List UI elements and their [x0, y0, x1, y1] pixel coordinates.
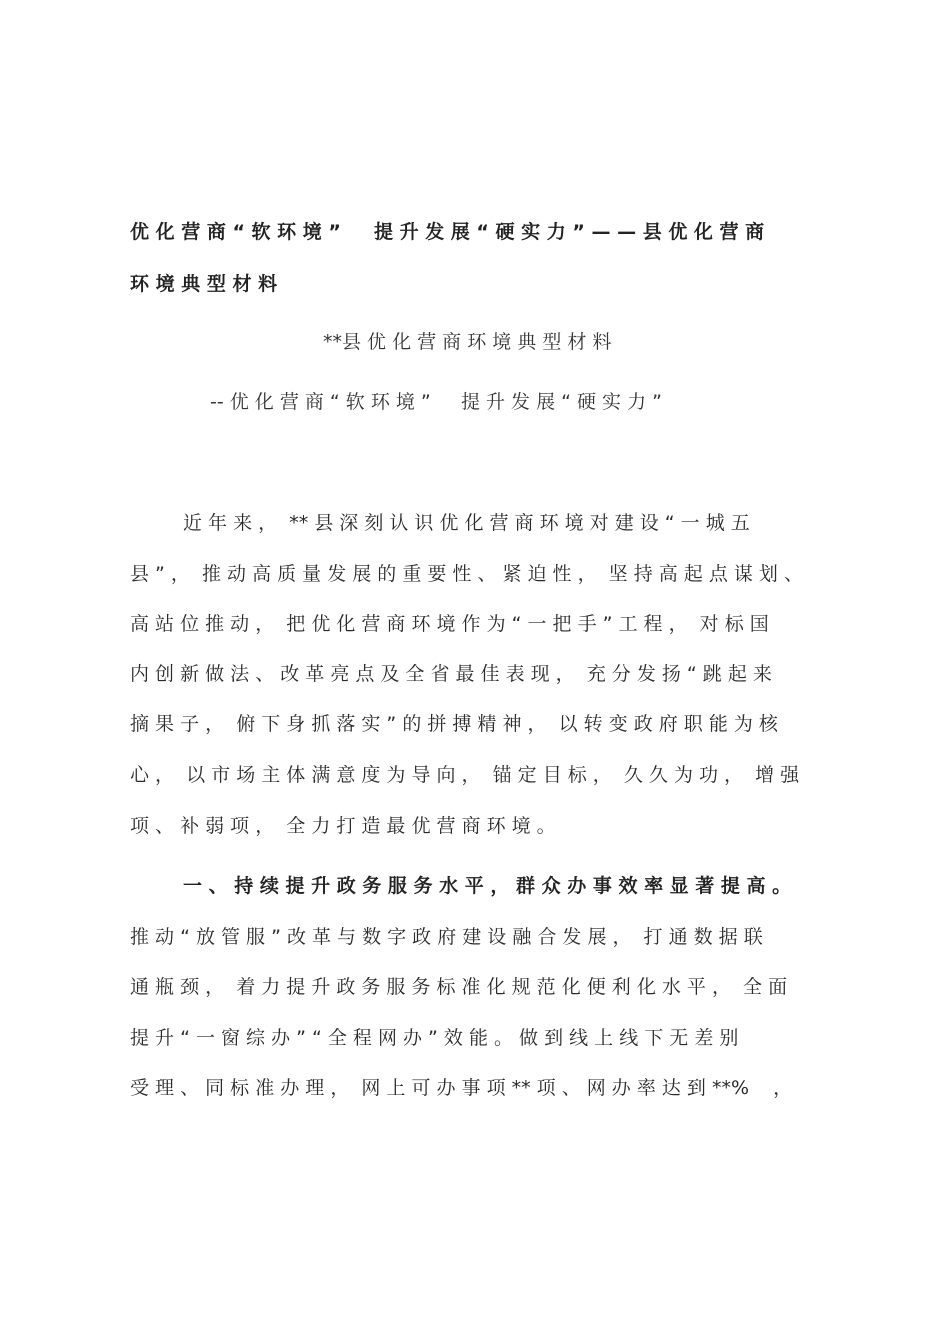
- paragraph-2-line: 受 理 、 同 标 准 办 理 ， 网 上 可 办 事 项 ** 项 、 网 办 率 达 到 **% ，: [130, 1077, 793, 1099]
- subtitle-line-2: -- 优 化 营 商 “ 软 环 境 ” 提 升 发 展 “ 硬 实 力 ”: [210, 391, 662, 413]
- paragraph-1-line: 心 ， 以 市 场 主 体 满 意 度 为 导 向 ， 锚 定 目 标 ， 久 久 为 功 ， 增 强: [130, 764, 800, 786]
- paragraph-1-line: 内 创 新 做 法 、 改 革 亮 点 及 全 省 最 佳 表 现 ， 充 分 发 扬 “ 跳 起 来: [130, 663, 772, 685]
- paragraph-1-line: 近 年 来 ， ** 县 深 刻 认 识 优 化 营 商 环 境 对 建 设 “ 一 城 五: [183, 512, 750, 534]
- paragraph-2-line: 推 动 “ 放 管 服 ” 改 革 与 数 字 政 府 建 设 融 合 发 展 ， 打 通 数 据 联: [130, 926, 763, 948]
- paragraph-2-line: 通 瓶 颈 ， 着 力 提 升 政 务 服 务 标 准 化 规 范 化 便 利 化 水 平 ， 全 面: [130, 976, 788, 998]
- paragraph-1-line: 高 站 位 推 动 ， 把 优 化 营 商 环 境 作 为 “ 一 把 手 ” 工 程 ， 对 标 国: [130, 613, 769, 635]
- paragraph-1-line: 县 ” ， 推 动 高 质 量 发 展 的 重 要 性 、 紧 迫 性 ， 坚 持 高 起 点 谋 划 、: [130, 563, 803, 585]
- subtitle-line-1: **县 优 化 营 商 环 境 典 型 材 料: [323, 331, 612, 353]
- section-1-heading: 一 、 持 续 提 升 政 务 服 务 水 平 ， 群 众 办 事 效 率 显 著 提 高 。: [183, 875, 792, 897]
- paragraph-1-line: 摘 果 子 ， 俯 下 身 抓 落 实 ” 的 拼 搏 精 神 ， 以 转 变 政 府 职 能 为 核: [130, 713, 778, 735]
- title-line-2: 环 境 典 型 材 料: [130, 273, 278, 295]
- paragraph-2-line: 提 升 “ 一 窗 综 办 ” “ 全 程 网 办 ” 效 能 。 做 到 线 上 线 下 无 差 别: [130, 1027, 739, 1049]
- paragraph-1-line: 项 、 补 弱 项 ， 全 力 打 造 最 优 营 商 环 境 。: [130, 815, 556, 837]
- title-line-1: 优 化 营 商 “ 软 环 境 ” 提 升 发 展 “ 硬 实 力 ” — — 县 优 化 营 商: [130, 221, 765, 243]
